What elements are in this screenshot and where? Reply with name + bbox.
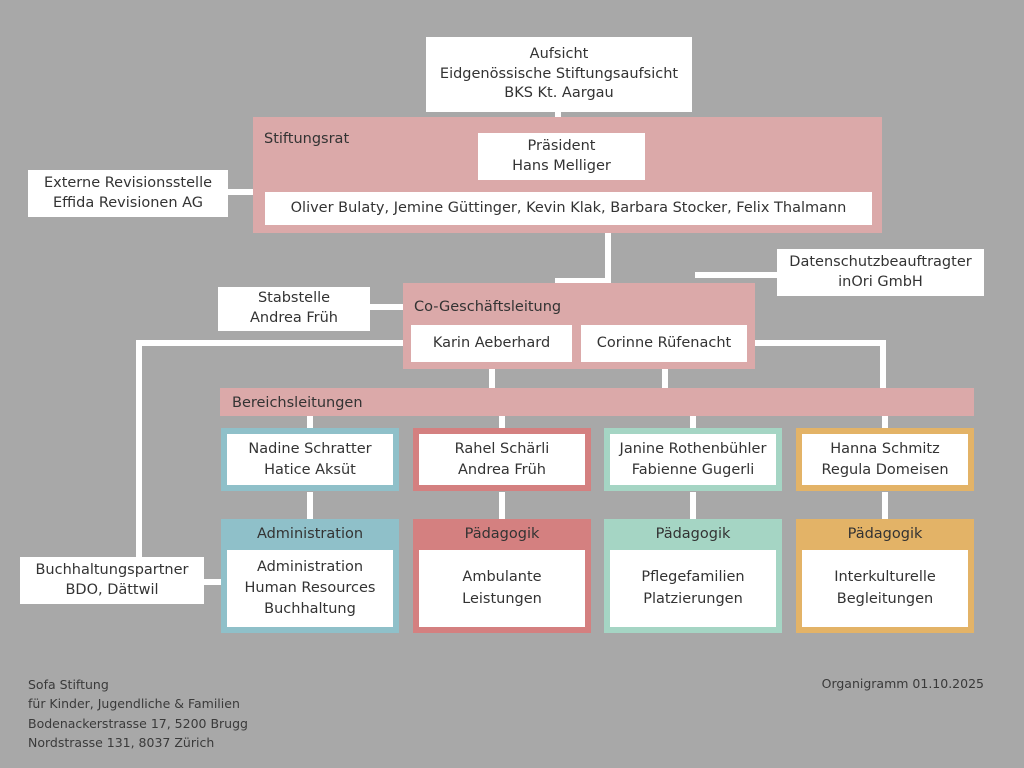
department-2-item-2: Leistungen (462, 590, 542, 607)
connector-division-4-to-department (882, 492, 888, 520)
department-4-header: Pädagogik (847, 526, 923, 542)
connector-management-left-branch-horz (136, 340, 408, 346)
management-band-label: Co-Geschäftsleitung (414, 299, 562, 315)
footer-address (28, 675, 248, 753)
department-2-item-1: Ambulante (462, 569, 542, 586)
department-2-items (419, 550, 585, 627)
footer-line-4: Nordstrasse 131, 8037 Zürich (28, 735, 215, 751)
department-panel-3 (604, 519, 782, 633)
division-2-leader-1: Rahel Schärli (454, 441, 550, 458)
footer-version: Organigramm 01.10.2025 (821, 676, 984, 691)
department-panel-4 (796, 519, 974, 633)
footer-line-1: Sofa Stiftung (28, 677, 109, 692)
division-leaders-2 (413, 428, 591, 491)
management-person-2-name: Corinne Rüfenacht (596, 334, 732, 351)
division-leaders-4 (796, 428, 974, 491)
data-protection-line-2: inOri GmbH (838, 273, 923, 290)
staff-unit-box (218, 287, 370, 331)
division-4-leader-1: Hanna Schmitz (830, 441, 940, 458)
department-3-header: Pädagogik (655, 526, 731, 542)
management-person-1 (411, 325, 572, 362)
department-4-items (802, 550, 968, 627)
department-4-item-1: Interkulturelle (834, 569, 936, 586)
connector-management-to-divisionband-left (489, 368, 495, 390)
board-band-label: Stiftungsrat (264, 131, 350, 147)
connector-management-right-branch-horz (752, 340, 886, 346)
department-3-item-2: Platzierungen (643, 590, 743, 607)
board-members-list: Oliver Bulaty, Jemine Güttinger, Kevin Klak, Barbara Stocker, Felix Thalmann (290, 199, 847, 216)
supervision-box (426, 37, 692, 112)
data-protection-line-1: Datenschutzbeauftragter (789, 253, 972, 270)
president-box (478, 133, 645, 180)
division-2-leader-2: Andrea Früh (458, 461, 546, 478)
board-members-box (265, 192, 872, 225)
supervision-line-1: Aufsicht (529, 46, 589, 63)
external-audit-line-2: Effida Revisionen AG (52, 194, 204, 211)
connector-division-1-to-department (307, 492, 313, 520)
connector-management-left-branch-vert (136, 340, 142, 582)
accounting-partner-line-1: Buchhaltungspartner (35, 561, 189, 578)
connector-division-2-to-department (499, 492, 505, 520)
management-person-2 (581, 325, 747, 362)
connector-dataprotection-horz (695, 272, 781, 278)
management-person-1-name: Karin Aeberhard (432, 334, 551, 351)
division-4-leader-2: Regula Domeisen (821, 461, 949, 478)
department-1-item-3: Buchhaltung (264, 601, 356, 617)
department-panel-2 (413, 519, 591, 633)
accounting-partner-line-2: BDO, Dättwil (65, 581, 159, 598)
accounting-partner-box (20, 557, 204, 604)
connector-board-to-management-vert (605, 230, 611, 282)
connector-management-right-branch-vert (880, 340, 886, 392)
president-name: Hans Melliger (512, 157, 611, 174)
division-3-leader-2: Fabienne Gugerli (631, 461, 755, 478)
department-1-items (227, 550, 393, 627)
data-protection-box (777, 249, 984, 296)
department-2-header: Pädagogik (464, 526, 540, 542)
supervision-line-3: BKS Kt. Aargau (504, 85, 614, 102)
division-leaders-3 (604, 428, 782, 491)
division-3-leader-1: Janine Rothenbühler (619, 441, 767, 458)
department-4-item-2: Begleitungen (836, 590, 934, 607)
department-1-item-2: Human Resources (244, 579, 376, 596)
staff-unit-line-2: Andrea Früh (250, 310, 338, 326)
connector-management-to-divisionband-right (662, 368, 668, 390)
department-3-item-1: Pflegefamilien (641, 569, 745, 586)
supervision-line-2: Eidgenössische Stiftungsaufsicht (439, 65, 679, 82)
division-leaders-1 (221, 428, 399, 491)
external-audit-box (28, 170, 228, 217)
connector-staffunit-to-management (369, 304, 405, 310)
division-band-label: Bereichsleitungen (232, 395, 363, 411)
external-audit-line-1: Externe Revisionsstelle (43, 174, 213, 191)
footer-line-3: Bodenackerstrasse 17, 5200 Brugg (28, 715, 248, 731)
division-1-leader-2: Hatice Aksüt (264, 461, 356, 478)
footer-line-2: für Kinder, Jugendliche & Familien (28, 696, 240, 712)
department-1-item-1: Administration (256, 558, 364, 575)
department-panel-1 (221, 519, 399, 633)
department-1-header: Administration (256, 526, 364, 542)
division-1-leader-1: Nadine Schratter (248, 441, 372, 458)
staff-unit-line-1: Stabstelle (257, 290, 331, 307)
connector-division-3-to-department (690, 492, 696, 520)
department-3-items (610, 550, 776, 627)
president-role: Präsident (527, 137, 596, 154)
